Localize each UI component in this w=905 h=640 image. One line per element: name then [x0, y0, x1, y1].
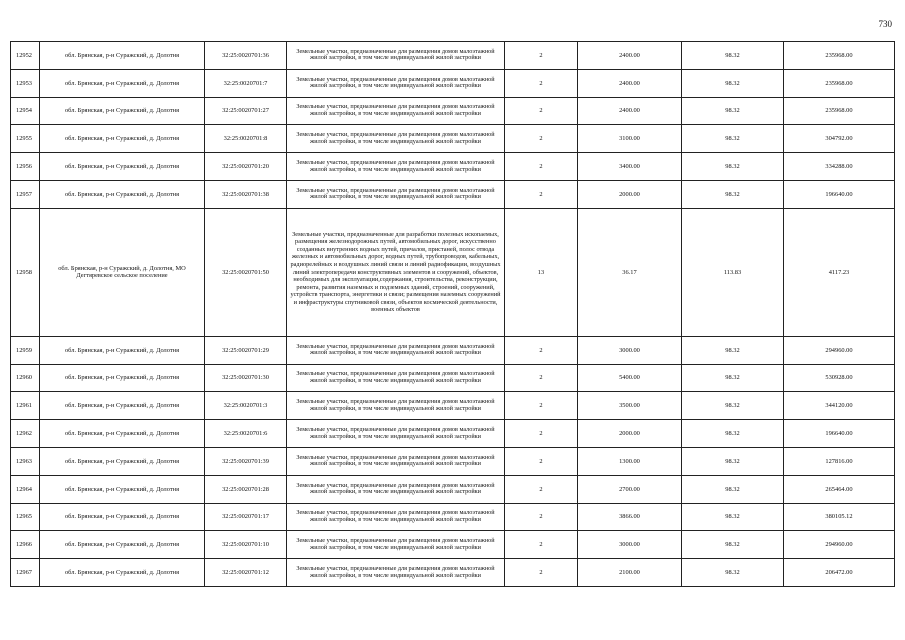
- table-row: [11, 336, 895, 364]
- row-cadastral-number: 32:25:0020701:20: [205, 153, 287, 181]
- row-permitted-use: Земельные участки, предназначенные для размещения домов малоэтажной жилой застройки, в том числе индивидуальной жилой застройки: [287, 364, 505, 392]
- row-number: 12953: [11, 69, 40, 97]
- row-area: 2000.00: [578, 180, 682, 208]
- row-permitted-use: Земельные участки, предназначенные для размещения домов малоэтажной жилой застройки, в том числе индивидуальной жилой застройки: [287, 125, 505, 153]
- row-number: 12966: [11, 531, 40, 559]
- row-specific-value: 98.32: [682, 392, 784, 420]
- row-address: обл. Брянская, р-н Суражский, д. Долотня: [40, 336, 205, 364]
- row-cadastral-value: 294960.00: [784, 531, 895, 559]
- row-use-group: 2: [505, 475, 578, 503]
- row-cadastral-number: 32:25:0020701:17: [205, 503, 287, 531]
- table-row: [11, 392, 895, 420]
- row-use-group: 2: [505, 420, 578, 448]
- row-use-group: 2: [505, 97, 578, 125]
- row-cadastral-value: 235968.00: [784, 42, 895, 70]
- table-row: [11, 153, 895, 181]
- row-cadastral-number: 32:25:0020701:27: [205, 97, 287, 125]
- row-area: 3100.00: [578, 125, 682, 153]
- table-row: [11, 180, 895, 208]
- row-cadastral-value: 4117.23: [784, 208, 895, 336]
- row-specific-value: 98.32: [682, 531, 784, 559]
- row-address: обл. Брянская, р-н Суражский, д. Долотня: [40, 69, 205, 97]
- row-cadastral-value: 380105.12: [784, 503, 895, 531]
- row-permitted-use: Земельные участки, предназначенные для размещения домов малоэтажной жилой застройки, в том числе индивидуальной жилой застройки: [287, 559, 505, 587]
- row-use-group: 2: [505, 392, 578, 420]
- row-address: обл. Брянская, р-н Суражский, д. Долотня: [40, 420, 205, 448]
- row-specific-value: 98.32: [682, 559, 784, 587]
- row-specific-value: 98.32: [682, 475, 784, 503]
- row-number: 12959: [11, 336, 40, 364]
- row-address: обл. Брянская, р-н Суражский, д. Долотня: [40, 125, 205, 153]
- row-cadastral-value: 265464.00: [784, 475, 895, 503]
- row-permitted-use: Земельные участки, предназначенные для размещения домов малоэтажной жилой застройки, в том числе индивидуальной жилой застройки: [287, 180, 505, 208]
- row-address: обл. Брянская, р-н Суражский, д. Долотня: [40, 392, 205, 420]
- row-number: 12958: [11, 208, 40, 336]
- row-use-group: 13: [505, 208, 578, 336]
- table-row: [11, 503, 895, 531]
- row-number: 12962: [11, 420, 40, 448]
- row-cadastral-number: 32:25:0020701:39: [205, 447, 287, 475]
- row-cadastral-value: 334288.00: [784, 153, 895, 181]
- row-permitted-use: Земельные участки, предназначенные для размещения домов малоэтажной жилой застройки, в том числе индивидуальной жилой застройки: [287, 475, 505, 503]
- row-area: 5400.00: [578, 364, 682, 392]
- row-specific-value: 98.32: [682, 447, 784, 475]
- row-specific-value: 98.32: [682, 69, 784, 97]
- row-use-group: 2: [505, 447, 578, 475]
- row-area: 2400.00: [578, 97, 682, 125]
- row-number: 12967: [11, 559, 40, 587]
- row-number: 12955: [11, 125, 40, 153]
- row-specific-value: 98.32: [682, 180, 784, 208]
- table-row: [11, 364, 895, 392]
- row-cadastral-number: 32:25:0020701:28: [205, 475, 287, 503]
- row-area: 1300.00: [578, 447, 682, 475]
- row-cadastral-value: 196640.00: [784, 420, 895, 448]
- row-cadastral-value: 304792.00: [784, 125, 895, 153]
- row-area: 2100.00: [578, 559, 682, 587]
- row-specific-value: 98.32: [682, 153, 784, 181]
- row-address: обл. Брянская, р-н Суражский, д. Долотня: [40, 475, 205, 503]
- row-permitted-use: Земельные участки, предназначенные для размещения домов малоэтажной жилой застройки, в том числе индивидуальной жилой застройки: [287, 447, 505, 475]
- table-row: [11, 97, 895, 125]
- row-number: 12963: [11, 447, 40, 475]
- row-specific-value: 98.32: [682, 364, 784, 392]
- row-area: 2000.00: [578, 420, 682, 448]
- row-area: 36.17: [578, 208, 682, 336]
- row-permitted-use: Земельные участки, предназначенные для размещения домов малоэтажной жилой застройки, в том числе индивидуальной жилой застройки: [287, 42, 505, 70]
- row-cadastral-value: 530928.00: [784, 364, 895, 392]
- row-use-group: 2: [505, 336, 578, 364]
- row-address: обл. Брянская, р-н Суражский, д. Долотня: [40, 559, 205, 587]
- row-number: 12960: [11, 364, 40, 392]
- row-cadastral-value: 235968.00: [784, 97, 895, 125]
- row-area: 3500.00: [578, 392, 682, 420]
- row-specific-value: 98.32: [682, 336, 784, 364]
- row-cadastral-number: 32:25:0020701:8: [205, 125, 287, 153]
- table-row: [11, 559, 895, 587]
- row-cadastral-value: 344120.00: [784, 392, 895, 420]
- row-address: обл. Брянская, р-н Суражский, д. Долотня, МО Дегтяревское сельское поселение: [40, 208, 205, 336]
- page-number: 730: [878, 19, 892, 29]
- row-number: 12964: [11, 475, 40, 503]
- row-number: 12956: [11, 153, 40, 181]
- row-address: обл. Брянская, р-н Суражский, д. Долотня: [40, 180, 205, 208]
- row-cadastral-number: 32:25:0020701:30: [205, 364, 287, 392]
- row-permitted-use: Земельные участки, предназначенные для размещения домов малоэтажной жилой застройки, в том числе индивидуальной жилой застройки: [287, 503, 505, 531]
- row-use-group: 2: [505, 559, 578, 587]
- table-row: [11, 531, 895, 559]
- table-row: [11, 447, 895, 475]
- row-use-group: 2: [505, 125, 578, 153]
- row-cadastral-number: 32:25:0020701:29: [205, 336, 287, 364]
- row-number: 12952: [11, 42, 40, 70]
- row-address: обл. Брянская, р-н Суражский, д. Долотня: [40, 447, 205, 475]
- row-use-group: 2: [505, 69, 578, 97]
- row-cadastral-number: 32:25:0020701:10: [205, 531, 287, 559]
- table-row: [11, 125, 895, 153]
- cadastral-value-table: [10, 41, 895, 587]
- row-specific-value: 98.32: [682, 42, 784, 70]
- row-area: 3400.00: [578, 153, 682, 181]
- row-cadastral-value: 127816.00: [784, 447, 895, 475]
- row-address: обл. Брянская, р-н Суражский, д. Долотня: [40, 503, 205, 531]
- row-number: 12965: [11, 503, 40, 531]
- row-permitted-use: Земельные участки, предназначенные для размещения домов малоэтажной жилой застройки, в том числе индивидуальной жилой застройки: [287, 97, 505, 125]
- row-permitted-use: Земельные участки, предназначенные для размещения домов малоэтажной жилой застройки, в том числе индивидуальной жилой застройки: [287, 531, 505, 559]
- row-permitted-use: Земельные участки, предназначенные для размещения домов малоэтажной жилой застройки, в том числе индивидуальной жилой застройки: [287, 153, 505, 181]
- row-number: 12961: [11, 392, 40, 420]
- row-area: 3000.00: [578, 336, 682, 364]
- row-address: обл. Брянская, р-н Суражский, д. Долотня: [40, 364, 205, 392]
- row-number: 12957: [11, 180, 40, 208]
- row-cadastral-number: 32:25:0020701:6: [205, 420, 287, 448]
- row-cadastral-value: 235968.00: [784, 69, 895, 97]
- row-specific-value: 98.32: [682, 97, 784, 125]
- row-cadastral-number: 32:25:0020701:7: [205, 69, 287, 97]
- row-cadastral-number: 32:25:0020701:36: [205, 42, 287, 70]
- table-row: [11, 208, 895, 336]
- row-cadastral-value: 196640.00: [784, 180, 895, 208]
- row-permitted-use: Земельные участки, предназначенные для размещения домов малоэтажной жилой застройки, в том числе индивидуальной жилой застройки: [287, 392, 505, 420]
- row-number: 12954: [11, 97, 40, 125]
- row-permitted-use: Земельные участки, предназначенные для размещения домов малоэтажной жилой застройки, в том числе индивидуальной жилой застройки: [287, 420, 505, 448]
- row-address: обл. Брянская, р-н Суражский, д. Долотня: [40, 153, 205, 181]
- row-use-group: 2: [505, 364, 578, 392]
- table-row: [11, 69, 895, 97]
- row-cadastral-number: 32:25:0020701:12: [205, 559, 287, 587]
- row-use-group: 2: [505, 503, 578, 531]
- row-specific-value: 98.32: [682, 420, 784, 448]
- row-area: 2700.00: [578, 475, 682, 503]
- row-area: 3866.00: [578, 503, 682, 531]
- row-address: обл. Брянская, р-н Суражский, д. Долотня: [40, 97, 205, 125]
- row-cadastral-number: 32:25:0020701:38: [205, 180, 287, 208]
- row-address: обл. Брянская, р-н Суражский, д. Долотня: [40, 42, 205, 70]
- row-area: 2400.00: [578, 69, 682, 97]
- row-cadastral-number: 32:25:0020701:3: [205, 392, 287, 420]
- row-cadastral-number: 32:25:0020701:50: [205, 208, 287, 336]
- table-row: [11, 420, 895, 448]
- row-permitted-use: Земельные участки, предназначенные для размещения домов малоэтажной жилой застройки, в том числе индивидуальной жилой застройки: [287, 336, 505, 364]
- row-specific-value: 98.32: [682, 503, 784, 531]
- row-address: обл. Брянская, р-н Суражский, д. Долотня: [40, 531, 205, 559]
- table-row: [11, 42, 895, 70]
- row-specific-value: 113.83: [682, 208, 784, 336]
- row-specific-value: 98.32: [682, 125, 784, 153]
- row-use-group: 2: [505, 42, 578, 70]
- row-permitted-use: Земельные участки, предназначенные для размещения домов малоэтажной жилой застройки, в том числе индивидуальной жилой застройки: [287, 69, 505, 97]
- row-area: 2400.00: [578, 42, 682, 70]
- row-use-group: 2: [505, 180, 578, 208]
- row-cadastral-value: 294960.00: [784, 336, 895, 364]
- row-permitted-use: Земельные участки, предназначенные для разработки полезных ископаемых, размещения железнодорожных путей, автомобильных дорог, искусственно созданных внутренних водных путей, причалов, пристаней, полос отвода железных и автомобильных дорог, водных путей, трубопроводов, кабельных, радиорелейных и воздушных линий связи и линий радиофикации, воздушных линий электропередачи конструктивных элементов и сооружений, объектов, необходимых для эксплуатации,содержания, строительства, реконструкции, ремонта, развития наземных и подземных зданий, строений, сооружений, устройств транспорта, энергетики и связи; размещения наземных сооружений и инфраструктуры спутниковой связи, объектов космической деятельности, военных объектов: [287, 208, 505, 336]
- table-row: [11, 475, 895, 503]
- table-body: [11, 42, 895, 587]
- row-use-group: 2: [505, 531, 578, 559]
- row-use-group: 2: [505, 153, 578, 181]
- row-area: 3000.00: [578, 531, 682, 559]
- row-cadastral-value: 206472.00: [784, 559, 895, 587]
